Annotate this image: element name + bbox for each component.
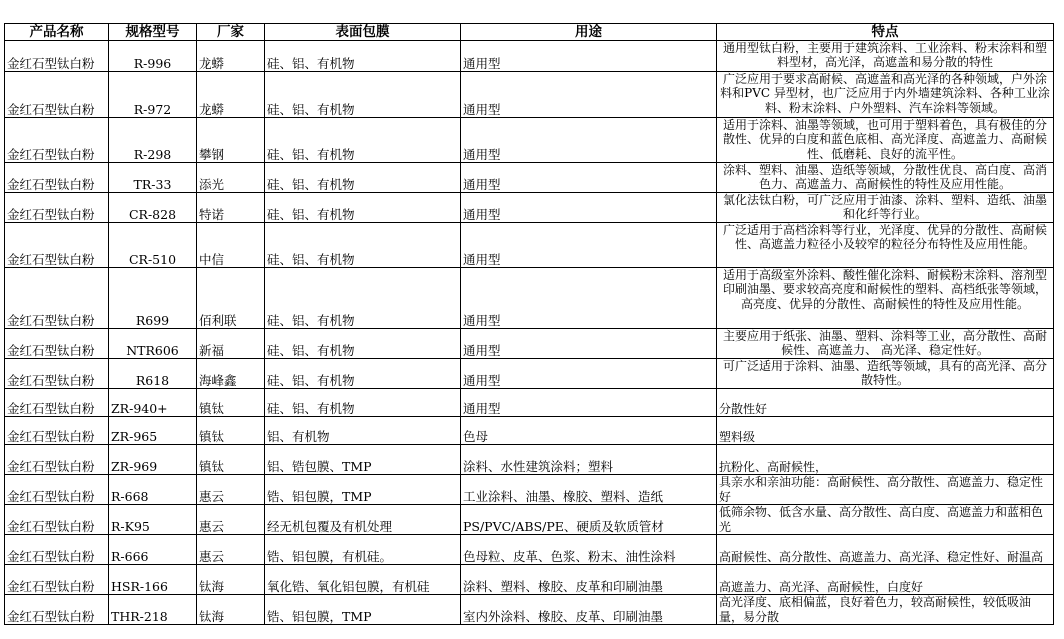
- table-row: [5, 445, 1054, 475]
- cell-maker: 镇钛: [197, 389, 265, 417]
- cell-maker: 佰利联: [197, 268, 265, 329]
- header-row: [5, 24, 1054, 41]
- cell-product-name: 金红石型钛白粉: [5, 329, 109, 359]
- cell-coating: 硅、铝、有机物: [265, 389, 461, 417]
- cell-coating: 硅、铝、有机物: [265, 163, 461, 193]
- table-row: [5, 417, 1054, 445]
- cell-model: CR-828: [109, 193, 197, 223]
- cell-feature: 高光泽度、底相偏蓝，良好着色力，较高耐候性，较低吸油量，易分散: [717, 595, 1054, 625]
- cell-use: 通用型: [461, 118, 717, 163]
- cell-product-name: 金红石型钛白粉: [5, 565, 109, 595]
- cell-maker: 中信: [197, 223, 265, 268]
- cell-feature: 高遮盖力、高光泽、高耐候性，白度好: [717, 565, 1054, 595]
- table-row: [5, 595, 1054, 625]
- table-row: [5, 505, 1054, 535]
- cell-product-name: 金红石型钛白粉: [5, 118, 109, 163]
- cell-use: 通用型: [461, 359, 717, 389]
- product-table: [4, 23, 1054, 625]
- cell-product-name: 金红石型钛白粉: [5, 535, 109, 565]
- table-row: [5, 389, 1054, 417]
- table-row: [5, 565, 1054, 595]
- cell-use: 室内外涂料、橡胶、皮革、印刷油墨: [461, 595, 717, 625]
- cell-product-name: 金红石型钛白粉: [5, 41, 109, 72]
- cell-maker: 龙蟒: [197, 41, 265, 72]
- cell-use: PS/PVC/ABS/PE、硬质及软质管材: [461, 505, 717, 535]
- cell-product-name: 金红石型钛白粉: [5, 505, 109, 535]
- cell-feature: 高耐候性、高分散性、高遮盖力、高光泽、稳定性好、耐温高: [717, 535, 1054, 565]
- cell-model: R-298: [109, 118, 197, 163]
- table-row: [5, 118, 1054, 163]
- cell-feature: 主要应用于纸张、油墨、塑料、涂料等工业，高分散性、高耐候性、高遮盖力、 高光泽、稳定性好。: [717, 329, 1054, 359]
- table-row: [5, 193, 1054, 223]
- cell-coating: 硅、铝、有机物: [265, 72, 461, 118]
- cell-use: 色母粒、皮革、色浆、粉末、油性涂料: [461, 535, 717, 565]
- cell-product-name: 金红石型钛白粉: [5, 445, 109, 475]
- cell-model: R-996: [109, 41, 197, 72]
- cell-feature: 适用于涂料、油墨等领域，也可用于塑料着色，具有极佳的分散性、优异的白度和蓝色底相、高光泽度、高遮盖力、高耐候性、低磨耗、良好的流平性。: [717, 118, 1054, 163]
- cell-coating: 经无机包覆及有机处理: [265, 505, 461, 535]
- cell-maker: 钛海: [197, 595, 265, 625]
- cell-maker: 惠云: [197, 535, 265, 565]
- cell-maker: 镇钛: [197, 445, 265, 475]
- cell-use: 通用型: [461, 163, 717, 193]
- header-name: 产品名称: [5, 24, 109, 41]
- table-row: [5, 359, 1054, 389]
- cell-feature: 低筛余物、低含水量、高分散性、高白度、高遮盖力和蓝相色光: [717, 505, 1054, 535]
- cell-model: R699: [109, 268, 197, 329]
- cell-coating: 铝、有机物: [265, 417, 461, 445]
- cell-product-name: 金红石型钛白粉: [5, 163, 109, 193]
- header-model: 规格型号: [109, 24, 197, 41]
- cell-product-name: 金红石型钛白粉: [5, 72, 109, 118]
- cell-product-name: 金红石型钛白粉: [5, 268, 109, 329]
- cell-feature: 分散性好: [717, 389, 1054, 417]
- cell-coating: 硅、铝、有机物: [265, 193, 461, 223]
- header-use: 用途: [461, 24, 717, 41]
- cell-model: TR-33: [109, 163, 197, 193]
- cell-model: THR-218: [109, 595, 197, 625]
- cell-maker: 特诺: [197, 193, 265, 223]
- cell-coating: 硅、铝、有机物: [265, 359, 461, 389]
- cell-feature: 通用型钛白粉，主要用于建筑涂料、工业涂料、粉末涂料和塑料型材，高光泽，高遮盖和易分散的特性: [717, 41, 1054, 72]
- cell-use: 通用型: [461, 193, 717, 223]
- cell-coating: 硅、铝、有机物: [265, 118, 461, 163]
- header-coating: 表面包膜: [265, 24, 461, 41]
- cell-feature: 氯化法钛白粉，可广泛应用于油漆、涂料、塑料、造纸、油墨和化纤等行业。: [717, 193, 1054, 223]
- table-row: [5, 475, 1054, 505]
- cell-feature: 塑料级: [717, 417, 1054, 445]
- cell-model: R-668: [109, 475, 197, 505]
- header-feature: 特点: [717, 24, 1054, 41]
- cell-use: 通用型: [461, 268, 717, 329]
- cell-coating: 硅、铝、有机物: [265, 41, 461, 72]
- cell-maker: 镇钛: [197, 417, 265, 445]
- cell-coating: 铝、锆包膜、TMP: [265, 445, 461, 475]
- cell-product-name: 金红石型钛白粉: [5, 595, 109, 625]
- cell-feature: 抗粉化、高耐候性，: [717, 445, 1054, 475]
- cell-use: 通用型: [461, 72, 717, 118]
- cell-coating: 锆、铝包膜，TMP: [265, 595, 461, 625]
- cell-maker: 龙蟒: [197, 72, 265, 118]
- cell-feature: 广泛应用于要求高耐候、高遮盖和高光泽的各种领域，户外涂料和PVC 异型材，也广泛应用于内外墙建筑涂料、各种工业涂料、粉末涂料、户外塑料、汽车涂料等领域。: [717, 72, 1054, 118]
- table-row: [5, 41, 1054, 72]
- cell-feature: 具亲水和亲油功能：高耐候性、高分散性、高遮盖力、稳定性好: [717, 475, 1054, 505]
- cell-coating: 硅、铝、有机物: [265, 268, 461, 329]
- cell-maker: 海峰鑫: [197, 359, 265, 389]
- cell-maker: 攀钢: [197, 118, 265, 163]
- cell-use: 通用型: [461, 223, 717, 268]
- cell-use: 通用型: [461, 41, 717, 72]
- cell-model: ZR-940+: [109, 389, 197, 417]
- cell-coating: 硅、铝、有机物: [265, 223, 461, 268]
- cell-feature: 广泛适用于高档涂料等行业，光泽度、优异的分散性、高耐候性、高遮盖力粒径小及较窄的粒径分布特性及应用性能。: [717, 223, 1054, 268]
- cell-product-name: 金红石型钛白粉: [5, 475, 109, 505]
- table-row: [5, 535, 1054, 565]
- cell-coating: 锆、铝包膜，TMP: [265, 475, 461, 505]
- cell-model: CR-510: [109, 223, 197, 268]
- cell-maker: 添光: [197, 163, 265, 193]
- header-maker: 厂家: [197, 24, 265, 41]
- table-row: [5, 72, 1054, 118]
- cell-model: ZR-969: [109, 445, 197, 475]
- table-row: [5, 163, 1054, 193]
- cell-model: R-666: [109, 535, 197, 565]
- cell-coating: 锆、铝包膜，有机硅。: [265, 535, 461, 565]
- cell-feature: 适用于高级室外涂料、酸性催化涂料、耐候粉末涂料、溶剂型印刷油墨、要求较高亮度和耐候性的塑料、高档纸张等领域，高亮度、优异的分散性、高耐候性的特性及应用性能。: [717, 268, 1054, 329]
- cell-model: R-972: [109, 72, 197, 118]
- cell-use: 色母: [461, 417, 717, 445]
- table-row: [5, 223, 1054, 268]
- cell-use: 涂料、塑料、橡胶、皮革和印刷油墨: [461, 565, 717, 595]
- cell-maker: 惠云: [197, 475, 265, 505]
- cell-coating: 氧化锆、氧化铝包膜，有机硅: [265, 565, 461, 595]
- cell-product-name: 金红石型钛白粉: [5, 193, 109, 223]
- cell-product-name: 金红石型钛白粉: [5, 389, 109, 417]
- cell-feature: 涂料、塑料、油墨、造纸等领域，分散性优良、高白度、高消色力、高遮盖力、高耐候性的特性及应用性能。: [717, 163, 1054, 193]
- cell-model: HSR-166: [109, 565, 197, 595]
- cell-feature: 可广泛适用于涂料、油墨、造纸等领域，具有的高光泽、高分散特性。: [717, 359, 1054, 389]
- cell-model: R-K95: [109, 505, 197, 535]
- cell-use: 通用型: [461, 329, 717, 359]
- table-row: [5, 329, 1054, 359]
- cell-product-name: 金红石型钛白粉: [5, 417, 109, 445]
- cell-coating: 硅、铝、有机物: [265, 329, 461, 359]
- cell-maker: 惠云: [197, 505, 265, 535]
- cell-use: 工业涂料、油墨、橡胶、塑料、造纸: [461, 475, 717, 505]
- cell-maker: 钛海: [197, 565, 265, 595]
- cell-maker: 新福: [197, 329, 265, 359]
- table-row: [5, 268, 1054, 329]
- cell-product-name: 金红石型钛白粉: [5, 223, 109, 268]
- cell-model: NTR606: [109, 329, 197, 359]
- cell-use: 通用型: [461, 389, 717, 417]
- cell-model: R618: [109, 359, 197, 389]
- cell-model: ZR-965: [109, 417, 197, 445]
- cell-use: 涂料、水性建筑涂料；塑料: [461, 445, 717, 475]
- cell-product-name: 金红石型钛白粉: [5, 359, 109, 389]
